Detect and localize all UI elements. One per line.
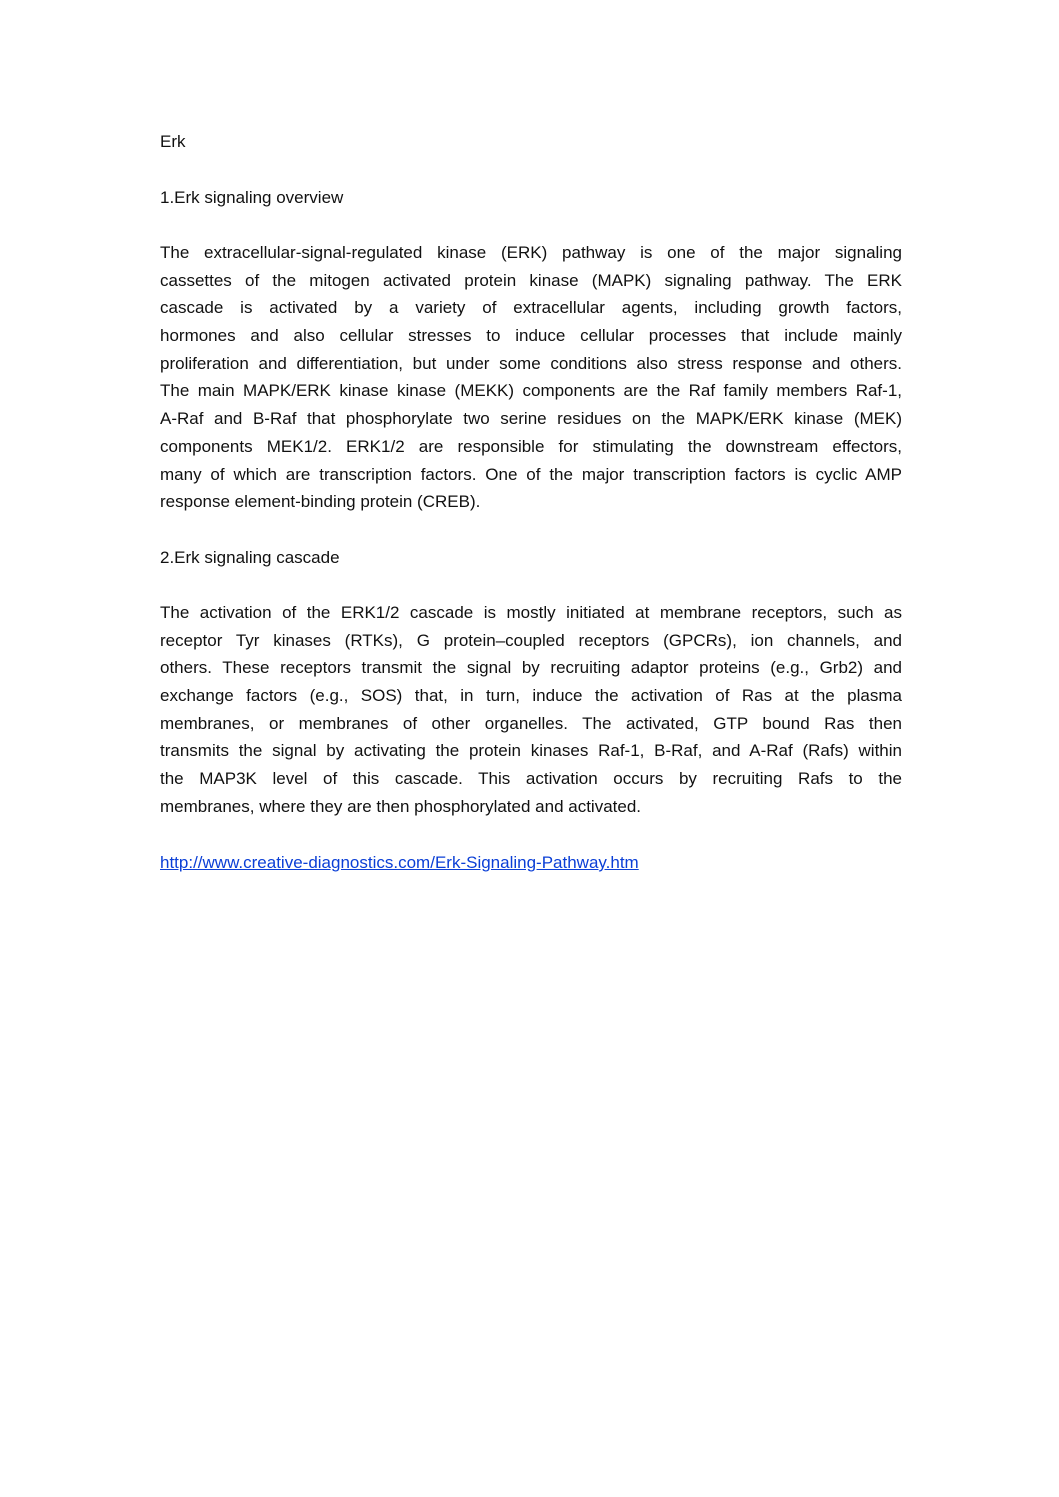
- paragraph-cascade: [160, 599, 902, 821]
- text-line: cassettes of the mitogen activated protein kinase (MAPK) signaling pathway. The ERK: [160, 270, 902, 290]
- text-line: membranes, where they are then phosphorylated and activated.: [160, 796, 642, 816]
- document-title: Erk: [160, 132, 186, 151]
- section-heading-overview: 1.Erk signaling overview: [160, 188, 344, 207]
- text-line: A-Raf and B-Raf that phosphorylate two serine residues on the MAPK/ERK kinase (MEK): [160, 409, 902, 429]
- paragraph-overview: [160, 239, 902, 516]
- text-line: many of which are transcription factors. One of the major transcription factors is cyclic AMP: [160, 464, 902, 484]
- text-line: membranes, or membranes of other organelles. The activated, GTP bound Ras then: [160, 713, 902, 733]
- text-line: proliferation and differentiation, but under some conditions also stress response and others.: [160, 353, 902, 373]
- text-line: response element-binding protein (CREB).: [160, 492, 481, 512]
- text-line: exchange factors (e.g., SOS) that, in turn, induce the activation of Ras at the plasma: [160, 686, 902, 706]
- text-line: the MAP3K level of this cascade. This activation occurs by recruiting Rafs to the: [160, 769, 902, 789]
- text-line: hormones and also cellular stresses to induce cellular processes that include mainly: [160, 326, 902, 346]
- source-link[interactable]: http://www.creative-diagnostics.com/Erk-Signaling-Pathway.htm: [160, 853, 639, 872]
- section-heading-cascade: 2.Erk signaling cascade: [160, 548, 340, 567]
- text-line: The main MAPK/ERK kinase kinase (MEKK) components are the Raf family members Raf-1,: [160, 381, 902, 401]
- text-line: others. These receptors transmit the signal by recruiting adaptor proteins (e.g., Grb2) and: [160, 658, 902, 678]
- text-line: cascade is activated by a variety of extracellular agents, including growth factors,: [160, 298, 902, 318]
- text-line: components MEK1/2. ERK1/2 are responsible for stimulating the downstream effectors,: [160, 436, 902, 456]
- text-line: The activation of the ERK1/2 cascade is mostly initiated at membrane receptors, such as: [160, 603, 902, 622]
- text-line: The extracellular-signal-regulated kinase (ERK) pathway is one of the major signaling: [160, 243, 902, 262]
- text-line: receptor Tyr kinases (RTKs), G protein–coupled receptors (GPCRs), ion channels, and: [160, 630, 902, 650]
- text-line: transmits the signal by activating the protein kinases Raf-1, B-Raf, and A-Raf (Rafs) within: [160, 741, 902, 761]
